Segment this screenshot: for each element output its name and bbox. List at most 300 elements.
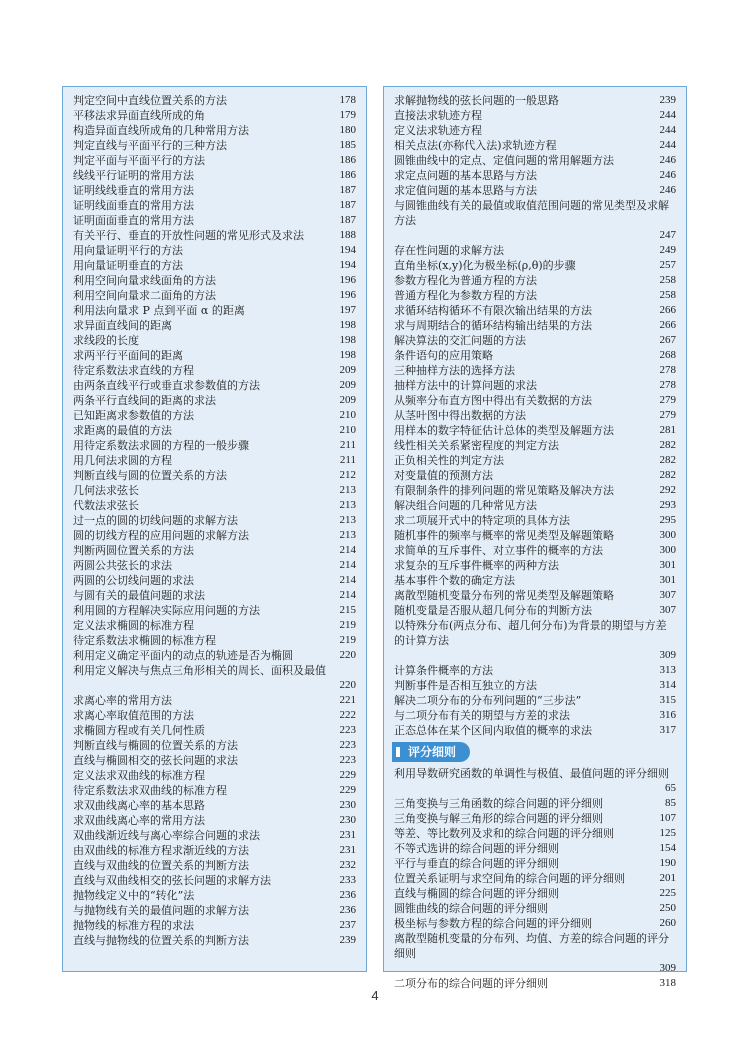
toc-entry-page: 246: [659, 154, 676, 166]
toc-entry-title: 求两平行平面间的距离: [73, 349, 183, 362]
toc-entry-page: 210: [339, 409, 356, 421]
toc-entry-page: 236: [339, 889, 356, 901]
toc-entry-page: 266: [659, 304, 676, 316]
toc-entry-page: 223: [339, 754, 356, 766]
toc-entry[interactable]: [394, 588, 676, 603]
toc-entry-page: 314: [659, 679, 676, 691]
toc-entry[interactable]: [394, 871, 676, 886]
toc-entry[interactable]: [394, 663, 676, 678]
toc-entry-title: 求定点问题的基本思路与方法: [394, 169, 537, 182]
toc-entry-page: 278: [659, 379, 676, 391]
toc-entry[interactable]: [73, 423, 356, 438]
toc-entry-title: 位置关系证明与求空间角的综合问题的评分细则: [394, 872, 625, 885]
toc-entry-title: 已知距离求参数值的方法: [73, 409, 194, 422]
toc-entry[interactable]: [394, 811, 676, 826]
toc-entry[interactable]: [394, 708, 676, 723]
toc-entry[interactable]: [394, 841, 676, 856]
toc-entry[interactable]: [394, 618, 676, 663]
toc-entry-page: 295: [659, 514, 676, 526]
toc-entry-page: 315: [659, 694, 676, 706]
toc-entry[interactable]: [73, 483, 356, 498]
toc-entry-page: 309: [659, 962, 676, 974]
toc-entry-title: 相关点法(亦称代入法)求轨迹方程: [394, 139, 557, 152]
toc-entry-title: 用待定系数法求圆的方程的一般步骤: [73, 439, 249, 452]
toc-entry-title: 三角变换与解三角形的综合问题的评分细则: [394, 812, 603, 825]
toc-entry[interactable]: [73, 318, 356, 333]
toc-entry-title: 解决算法的交汇问题的方法: [394, 334, 526, 347]
toc-entry-title: 直线与双曲线相交的弦长问题的求解方法: [73, 874, 271, 887]
toc-entry[interactable]: [394, 528, 676, 543]
toc-entry[interactable]: [73, 513, 356, 528]
toc-entry[interactable]: [73, 243, 356, 258]
toc-entry-title: 利用圆的方程解决实际应用问题的方法: [73, 604, 260, 617]
toc-entry-title: 计算条件概率的方法: [394, 664, 493, 677]
toc-entry-page: 198: [339, 334, 356, 346]
toc-entry[interactable]: [73, 558, 356, 573]
toc-entry-title: 判断两圆位置关系的方法: [73, 544, 194, 557]
toc-entry[interactable]: [73, 453, 356, 468]
toc-entry[interactable]: [394, 468, 676, 483]
toc-entry-title: 与二项分布有关的期望与方差的求法: [394, 709, 570, 722]
toc-entry[interactable]: [394, 693, 676, 708]
toc-entry-page: 301: [659, 574, 676, 586]
toc-entry[interactable]: [73, 108, 356, 123]
toc-entry[interactable]: [394, 153, 676, 168]
toc-entry-page: 231: [339, 829, 356, 841]
toc-entry-title: 与圆有关的最值问题的求法: [73, 589, 205, 602]
toc-entry-title: 直接法求轨迹方程: [394, 109, 482, 122]
toc-entry[interactable]: [73, 183, 356, 198]
toc-entry-page: 279: [659, 394, 676, 406]
toc-entry-title: 求双曲线离心率的基本思路: [73, 799, 205, 812]
toc-entry-page: 257: [659, 259, 676, 271]
toc-entry-title: 随机变量是否服从超几何分布的判断方法: [394, 604, 592, 617]
toc-entry-page: 233: [339, 874, 356, 886]
toc-entry-title: 平行与垂直的综合问题的评分细则: [394, 857, 559, 870]
toc-entry-title: 以特殊分布(两点分布、超几何分布)为背景的期望与方差的计算方法: [394, 619, 667, 647]
toc-entry-page: 278: [659, 364, 676, 376]
toc-entry-page: 186: [339, 154, 356, 166]
toc-entry-title: 有限制条件的排列问题的常见策略及解决方法: [394, 484, 614, 497]
toc-entry[interactable]: [73, 888, 356, 903]
toc-entry-page: 178: [339, 94, 356, 106]
toc-entry-page: 279: [659, 409, 676, 421]
toc-entry[interactable]: [73, 648, 356, 663]
toc-entry[interactable]: [394, 108, 676, 123]
toc-entry[interactable]: [73, 123, 356, 138]
toc-entry[interactable]: [394, 766, 676, 796]
toc-entry[interactable]: [73, 723, 356, 738]
toc-entry[interactable]: [394, 393, 676, 408]
toc-entry-title: 构造异面直线所成角的几种常用方法: [73, 124, 249, 137]
toc-entry[interactable]: [394, 138, 676, 153]
toc-entry[interactable]: [73, 918, 356, 933]
toc-entry-title: 判定平面与平面平行的方法: [73, 154, 205, 167]
toc-entry-title: 条件语句的应用策略: [394, 349, 493, 362]
toc-entry-page: 282: [659, 454, 676, 466]
toc-entry-title: 等差、等比数列及求和的综合问题的评分细则: [394, 827, 614, 840]
toc-entry-title: 利用法向量求 P 点到平面 α 的距离: [73, 304, 245, 317]
toc-left-column: [62, 86, 367, 972]
toc-entry-title: 代数法求弦长: [73, 499, 139, 512]
toc-entry-title: 求解抛物线的弦长问题的一般思路: [394, 94, 559, 107]
toc-entry-page: 267: [659, 334, 676, 346]
toc-entry-title: 利用定义确定平面内的动点的轨迹是否为椭圆: [73, 649, 293, 662]
toc-entry[interactable]: [73, 258, 356, 273]
toc-entry-page: 244: [659, 124, 676, 136]
toc-entry[interactable]: [73, 693, 356, 708]
toc-entry-page: 186: [339, 169, 356, 181]
toc-entry[interactable]: [394, 423, 676, 438]
toc-entry-page: 223: [339, 739, 356, 751]
toc-entry-page: 125: [659, 827, 676, 839]
toc-entry[interactable]: [73, 153, 356, 168]
toc-entry[interactable]: [73, 858, 356, 873]
toc-entry[interactable]: [73, 873, 356, 888]
toc-entry-page: 65: [665, 782, 676, 794]
toc-entry-page: 258: [659, 274, 676, 286]
toc-entry[interactable]: [73, 393, 356, 408]
toc-entry-title: 圆锥曲线的综合问题的评分细则: [394, 902, 548, 915]
toc-entry-page: 194: [339, 244, 356, 256]
toc-entry[interactable]: [73, 828, 356, 843]
toc-entry-title: 求定值问题的基本思路与方法: [394, 184, 537, 197]
toc-entry-page: 214: [339, 574, 356, 586]
toc-entry-title: 随机事件的频率与概率的常见类型及解题策略: [394, 529, 614, 542]
toc-right-column: [383, 86, 687, 990]
toc-entry-title: 基本事件个数的确定方法: [394, 574, 515, 587]
scoring-entries: [394, 766, 676, 991]
toc-entry-title: 与圆锥曲线有关的最值或取值范围问题的常见类型及求解方法: [394, 199, 669, 227]
toc-entry-title: 参数方程化为普通方程的方法: [394, 274, 537, 287]
toc-entry-title: 用向量证明垂直的方法: [73, 259, 183, 272]
toc-entry-page: 247: [659, 229, 676, 241]
toc-entry-title: 求椭圆方程或有关几何性质: [73, 724, 205, 737]
toc-entry-title: 从频率分布直方图中得出有关数据的方法: [394, 394, 592, 407]
toc-entry[interactable]: [394, 273, 676, 288]
toc-entry-title: 与抛物线有关的最值问题的求解方法: [73, 904, 249, 917]
toc-entry[interactable]: [394, 378, 676, 393]
toc-entry[interactable]: [73, 843, 356, 858]
toc-entry[interactable]: [394, 513, 676, 528]
toc-entry[interactable]: [73, 198, 356, 213]
toc-entry-title: 对变量值的预测方法: [394, 469, 493, 482]
toc-entry-title: 有关平行、垂直的开放性问题的常见形式及求法: [73, 229, 304, 242]
toc-entry-title: 普通方程化为参数方程的方法: [394, 289, 537, 302]
toc-entry[interactable]: [73, 798, 356, 813]
toc-entry-page: 281: [659, 424, 676, 436]
toc-entry-title: 由两条直线平行或垂直求参数值的方法: [73, 379, 260, 392]
toc-entry-page: 213: [339, 514, 356, 526]
toc-entry-title: 求离心率的常用方法: [73, 694, 172, 707]
toc-entry-page: 85: [665, 797, 676, 809]
toc-entry[interactable]: [73, 753, 356, 768]
toc-entry-title: 抛物线定义中的“转化”法: [73, 889, 195, 902]
toc-entry[interactable]: [73, 93, 356, 108]
toc-entry-page: 197: [339, 304, 356, 316]
toc-entry[interactable]: [73, 213, 356, 228]
toc-entry-title: 利用空间向量求二面角的方法: [73, 289, 216, 302]
toc-entry-page: 232: [339, 859, 356, 871]
toc-entry[interactable]: [73, 738, 356, 753]
toc-entry-page: 187: [339, 214, 356, 226]
toc-entry[interactable]: [73, 288, 356, 303]
toc-entry-title: 三角变换与三角函数的综合问题的评分细则: [394, 797, 603, 810]
toc-entry[interactable]: [73, 768, 356, 783]
toc-entry-page: 209: [339, 394, 356, 406]
toc-entry[interactable]: [73, 528, 356, 543]
toc-entry[interactable]: [73, 168, 356, 183]
toc-entry[interactable]: [394, 498, 676, 513]
toc-entry-page: 282: [659, 439, 676, 451]
toc-entry-page: 187: [339, 184, 356, 196]
toc-entry-title: 平移法求异面直线所成的角: [73, 109, 205, 122]
toc-entry-page: 185: [339, 139, 356, 151]
toc-entry-title: 定义法求轨迹方程: [394, 124, 482, 137]
toc-entry-page: 196: [339, 289, 356, 301]
toc-entry[interactable]: [73, 348, 356, 363]
toc-entry-page: 282: [659, 469, 676, 481]
toc-right-entries: [394, 93, 676, 738]
toc-entry-title: 两圆的公切线问题的求法: [73, 574, 194, 587]
toc-entry-page: 229: [339, 784, 356, 796]
toc-entry-page: 239: [339, 934, 356, 946]
toc-entry-title: 正态总体在某个区间内取值的概率的求法: [394, 724, 592, 737]
toc-entry-page: 211: [339, 439, 356, 451]
toc-entry[interactable]: [394, 408, 676, 423]
toc-entry-page: 301: [659, 559, 676, 571]
toc-entry-page: 213: [339, 484, 356, 496]
toc-entry-title: 离散型随机变量的分布列、均值、方差的综合问题的评分细则: [394, 932, 669, 960]
toc-entry-title: 解决二项分布的分布列问题的“三步法”: [394, 694, 582, 707]
toc-entry-page: 198: [339, 349, 356, 361]
toc-entry[interactable]: [73, 633, 356, 648]
toc-entry-page: 180: [339, 124, 356, 136]
toc-entry-title: 圆的切线方程的应用问题的求解方法: [73, 529, 249, 542]
toc-entry-title: 直线与抛物线的位置关系的判断方法: [73, 934, 249, 947]
toc-entry[interactable]: [73, 138, 356, 153]
toc-entry-page: 187: [339, 199, 356, 211]
toc-entry-page: 209: [339, 379, 356, 391]
toc-entry[interactable]: [394, 901, 676, 916]
toc-entry-page: 246: [659, 184, 676, 196]
toc-entry[interactable]: [73, 783, 356, 798]
toc-entry[interactable]: [394, 348, 676, 363]
toc-entry[interactable]: [73, 408, 356, 423]
toc-entry-page: 258: [659, 289, 676, 301]
toc-entry[interactable]: [73, 273, 356, 288]
toc-entry[interactable]: [73, 543, 356, 558]
toc-entry-title: 从茎叶图中得出数据的方法: [394, 409, 526, 422]
toc-entry[interactable]: [394, 288, 676, 303]
page-number: 4: [371, 988, 379, 1003]
toc-entry-title: 几何法求弦长: [73, 484, 139, 497]
toc-entry-page: 309: [659, 649, 676, 661]
toc-entry-page: 230: [339, 799, 356, 811]
toc-entry-page: 318: [659, 977, 676, 989]
toc-entry[interactable]: [73, 903, 356, 918]
toc-entry-title: 判定直线与平面平行的三种方法: [73, 139, 227, 152]
toc-entry[interactable]: [73, 363, 356, 378]
toc-entry-title: 判断事件是否相互独立的方法: [394, 679, 537, 692]
toc-entry[interactable]: [394, 678, 676, 693]
toc-entry[interactable]: [73, 228, 356, 243]
toc-entry[interactable]: [394, 931, 676, 976]
toc-entry[interactable]: [394, 723, 676, 738]
toc-entry-page: 194: [339, 259, 356, 271]
toc-entry[interactable]: [394, 573, 676, 588]
toc-entry-page: 211: [339, 454, 356, 466]
toc-entry-title: 利用导数研究函数的单调性与极值、最值问题的评分细则: [394, 767, 669, 780]
toc-entry-title: 抽样方法中的计算问题的求法: [394, 379, 537, 392]
toc-entry[interactable]: [73, 603, 356, 618]
toc-entry[interactable]: [73, 438, 356, 453]
toc-entry-title: 判断直线与椭圆的位置关系的方法: [73, 739, 238, 752]
toc-entry[interactable]: [394, 438, 676, 453]
toc-entry[interactable]: [394, 333, 676, 348]
toc-entry-title: 求离心率取值范围的方法: [73, 709, 194, 722]
toc-entry-page: 198: [339, 319, 356, 331]
toc-entry-page: 300: [659, 529, 676, 541]
toc-entry-title: 正负相关性的判定方法: [394, 454, 504, 467]
toc-entry-page: 214: [339, 589, 356, 601]
toc-entry-page: 317: [659, 724, 676, 736]
toc-entry-title: 用几何法求圆的方程: [73, 454, 172, 467]
toc-entry-page: 190: [659, 857, 676, 869]
toc-entry-title: 求与周期结合的循环结构输出结果的方法: [394, 319, 592, 332]
toc-entry[interactable]: [394, 183, 676, 198]
toc-entry-title: 证明线线垂直的常用方法: [73, 184, 194, 197]
toc-entry-title: 存在性问题的求解方法: [394, 244, 504, 257]
toc-entry-title: 求复杂的互斥事件概率的两种方法: [394, 559, 559, 572]
toc-entry-title: 求简单的互斥事件、对立事件的概率的方法: [394, 544, 603, 557]
toc-entry-page: 292: [659, 484, 676, 496]
toc-entry[interactable]: [394, 258, 676, 273]
toc-entry[interactable]: [394, 886, 676, 901]
toc-entry[interactable]: [73, 498, 356, 513]
toc-entry[interactable]: [394, 303, 676, 318]
toc-entry[interactable]: [73, 588, 356, 603]
toc-entry[interactable]: [394, 453, 676, 468]
toc-entry-page: 239: [659, 94, 676, 106]
toc-entry-page: 154: [659, 842, 676, 854]
toc-entry-title: 不等式选讲的综合问题的评分细则: [394, 842, 559, 855]
toc-entry[interactable]: [394, 93, 676, 108]
toc-entry-title: 直线与双曲线的位置关系的判断方法: [73, 859, 249, 872]
toc-entry-title: 二项分布的综合问题的评分细则: [394, 977, 548, 990]
toc-entry-page: 215: [339, 604, 356, 616]
toc-entry-page: 220: [339, 649, 356, 661]
toc-entry-page: 223: [339, 724, 356, 736]
toc-entry-page: 313: [659, 664, 676, 676]
toc-entry-page: 266: [659, 319, 676, 331]
toc-entry-title: 证明线面垂直的常用方法: [73, 199, 194, 212]
toc-entry-page: 219: [339, 634, 356, 646]
toc-entry-page: 229: [339, 769, 356, 781]
toc-entry[interactable]: [394, 243, 676, 258]
toc-entry-page: 213: [339, 529, 356, 541]
toc-entry[interactable]: [73, 468, 356, 483]
toc-entry-title: 直线与椭圆相交的弦长问题的求法: [73, 754, 238, 767]
toc-entry-title: 直角坐标(x,y)化为极坐标(ρ,θ)的步骤: [394, 259, 576, 272]
toc-entry-page: 196: [339, 274, 356, 286]
toc-entry[interactable]: [73, 708, 356, 723]
toc-entry[interactable]: [394, 856, 676, 871]
toc-entry-page: 231: [339, 844, 356, 856]
toc-entry-page: 214: [339, 559, 356, 571]
toc-entry-page: 201: [659, 872, 676, 884]
toc-entry[interactable]: [394, 558, 676, 573]
toc-entry[interactable]: [394, 363, 676, 378]
toc-entry-page: 268: [659, 349, 676, 361]
toc-entry-title: 三种抽样方法的选择方法: [394, 364, 515, 377]
toc-entry-title: 用向量证明平行的方法: [73, 244, 183, 257]
toc-entry-title: 两条平行直线间的距离的求法: [73, 394, 216, 407]
toc-entry[interactable]: [394, 123, 676, 138]
toc-entry-title: 极坐标与参数方程的综合问题的评分细则: [394, 917, 592, 930]
toc-entry[interactable]: [394, 198, 676, 243]
toc-entry-title: 求双曲线离心率的常用方法: [73, 814, 205, 827]
toc-entry[interactable]: [73, 333, 356, 348]
toc-entry[interactable]: [73, 813, 356, 828]
toc-entry[interactable]: [73, 573, 356, 588]
toc-entry-page: 316: [659, 709, 676, 721]
toc-entry[interactable]: [394, 483, 676, 498]
toc-entry[interactable]: [73, 933, 356, 948]
toc-entry[interactable]: [394, 916, 676, 931]
toc-entry-page: 214: [339, 544, 356, 556]
toc-entry-page: 293: [659, 499, 676, 511]
toc-entry-title: 待定系数法求直线的方程: [73, 364, 194, 377]
toc-entry-page: 249: [659, 244, 676, 256]
toc-entry-title: 解决组合问题的几种常见方法: [394, 499, 537, 512]
toc-entry-title: 求异面直线间的距离: [73, 319, 172, 332]
toc-entry-title: 直线与椭圆的综合问题的评分细则: [394, 887, 559, 900]
toc-entry-title: 线线平行证明的常用方法: [73, 169, 194, 182]
toc-entry[interactable]: [394, 543, 676, 558]
toc-entry-page: 209: [339, 364, 356, 376]
toc-entry-page: 210: [339, 424, 356, 436]
toc-entry-page: 188: [339, 229, 356, 241]
toc-entry[interactable]: [73, 378, 356, 393]
toc-entry-title: 由双曲线的标准方程求渐近线的方法: [73, 844, 249, 857]
toc-entry[interactable]: [73, 303, 356, 318]
toc-entry[interactable]: [394, 796, 676, 811]
toc-entry-page: 179: [339, 109, 356, 121]
toc-entry-page: 213: [339, 499, 356, 511]
toc-entry-title: 待定系数法求双曲线的标准方程: [73, 784, 227, 797]
toc-entry-title: 定义法求椭圆的标准方程: [73, 619, 194, 632]
toc-entry[interactable]: [394, 168, 676, 183]
toc-entry-page: 246: [659, 169, 676, 181]
toc-entry-page: 222: [339, 709, 356, 721]
toc-entry-page: 230: [339, 814, 356, 826]
toc-entry-page: 237: [339, 919, 356, 931]
toc-entry[interactable]: [394, 603, 676, 618]
toc-entry-title: 抛物线的标准方程的求法: [73, 919, 194, 932]
toc-entry-page: 219: [339, 619, 356, 631]
toc-entry-page: 212: [339, 469, 356, 481]
toc-entry-title: 判定空间中直线位置关系的方法: [73, 94, 227, 107]
toc-entry-page: 300: [659, 544, 676, 556]
toc-entry[interactable]: [394, 826, 676, 841]
toc-entry[interactable]: [73, 618, 356, 633]
toc-entry[interactable]: [394, 318, 676, 333]
toc-entry-title: 离散型随机变量分布列的常见类型及解题策略: [394, 589, 614, 602]
toc-entry-page: 225: [659, 887, 676, 899]
toc-entry[interactable]: [73, 663, 356, 693]
toc-entry-title: 圆锥曲线中的定点、定值问题的常用解题方法: [394, 154, 614, 167]
